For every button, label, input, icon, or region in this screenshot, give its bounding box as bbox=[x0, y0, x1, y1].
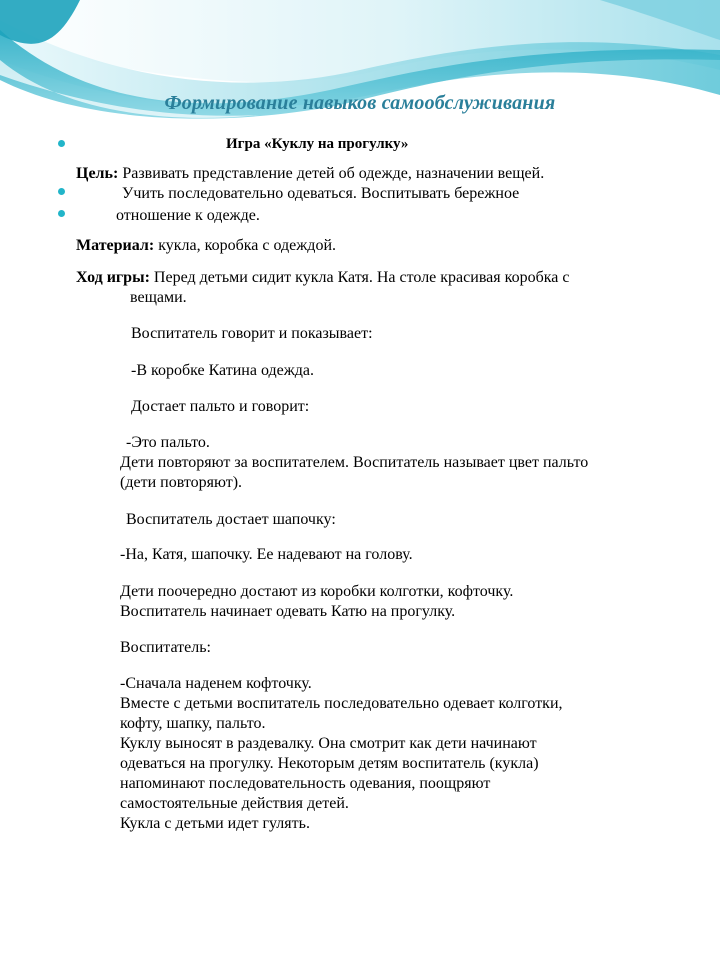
material-line bbox=[76, 236, 336, 256]
goal-line-3: отношение к одежде. bbox=[116, 207, 260, 224]
game-title: Игра «Куклу на прогулку» bbox=[226, 136, 409, 152]
paragraph: Куклу выносят в раздевалку. Она смотрит как дети начинают bbox=[120, 735, 537, 752]
paragraph: -Это пальто. bbox=[126, 434, 210, 451]
decorative-wave-header bbox=[0, 0, 720, 140]
paragraph: Воспитатель говорит и показывает: bbox=[131, 325, 373, 342]
paragraph: Воспитатель начинает одевать Катю на прогулку. bbox=[120, 603, 456, 620]
paragraph: Вместе с детьми воспитатель последовательно одевает колготки, bbox=[120, 695, 563, 712]
paragraph: одеваться на прогулку. Некоторым детям воспитатель (кукла) bbox=[120, 755, 539, 772]
paragraph: Дети поочередно достают из коробки колготки, кофточку. bbox=[120, 583, 514, 600]
paragraph: -В коробке Катина одежда. bbox=[131, 362, 315, 379]
bullet-icon bbox=[58, 140, 65, 147]
page-title: Формирование навыков самообслуживания bbox=[164, 92, 556, 114]
paragraph: Воспитатель: bbox=[120, 639, 211, 656]
paragraph: Достает пальто и говорит: bbox=[131, 398, 310, 415]
goal-text: Развивать представление детей об одежде, назначении вещей. bbox=[118, 165, 545, 182]
paragraph: кофту, шапку, пальто. bbox=[120, 715, 266, 732]
course-line-1 bbox=[76, 268, 569, 288]
paragraph: -Сначала наденем кофточку. bbox=[120, 675, 312, 692]
paragraph: Дети повторяют за воспитателем. Воспитатель называет цвет пальто bbox=[120, 454, 589, 471]
material-label: Материал: bbox=[76, 237, 155, 254]
goal-line-1 bbox=[76, 164, 544, 184]
material-text: кукла, коробка с одеждой. bbox=[154, 237, 336, 254]
goal-label: Цель: bbox=[76, 165, 119, 182]
bullet-icon bbox=[58, 210, 65, 217]
course-text: Перед детьми сидит кукла Катя. На столе красивая коробка с bbox=[149, 269, 570, 286]
paragraph: -На, Катя, шапочку. Ее надевают на голову. bbox=[120, 546, 413, 563]
paragraph: (дети повторяют). bbox=[120, 474, 243, 491]
goal-line-2: Учить последовательно одеваться. Воспитывать бережное bbox=[122, 185, 520, 202]
paragraph: Кукла с детьми идет гулять. bbox=[120, 815, 310, 832]
paragraph: напоминают последовательность одевания, поощряют bbox=[120, 775, 491, 792]
paragraph: самостоятельные действия детей. bbox=[120, 795, 349, 812]
paragraph: Воспитатель достает шапочку: bbox=[126, 511, 336, 528]
course-label: Ход игры: bbox=[76, 269, 150, 286]
bullet-icon bbox=[58, 188, 65, 195]
course-line-2: вещами. bbox=[130, 289, 187, 306]
